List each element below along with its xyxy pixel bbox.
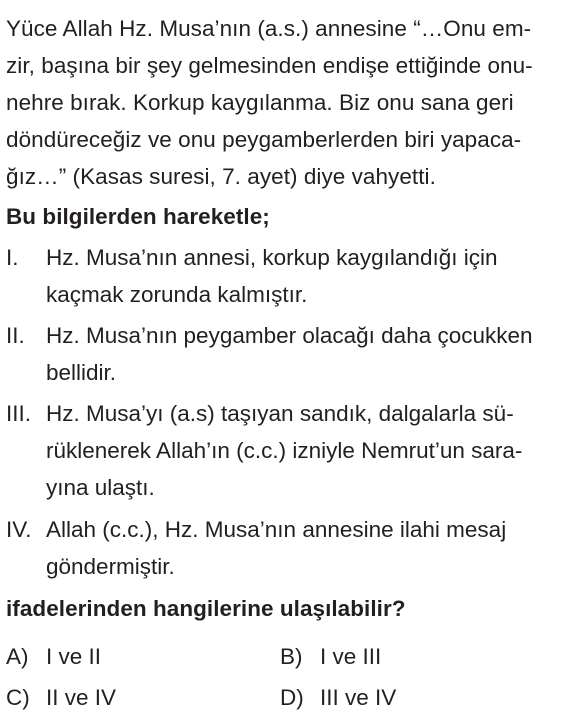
statement-line: Allah (c.c.), Hz. Musa’nın annesine ilahi mesaj bbox=[46, 517, 507, 542]
statement-line: rüklenerek Allah’ın (c.c.) izniyle Nemrut’un sara- bbox=[46, 438, 523, 463]
option-letter: C) bbox=[6, 685, 30, 710]
question-lead: Bu bilgilerden hareketle; bbox=[6, 204, 270, 229]
option-d[interactable] bbox=[280, 685, 396, 711]
option-text: I ve III bbox=[320, 644, 382, 669]
statement-numeral: III. bbox=[6, 401, 32, 426]
statement-numeral: I. bbox=[6, 245, 19, 270]
option-text: II ve IV bbox=[46, 685, 117, 710]
intro-line: döndüreceğiz ve onu peygamberlerden biri yapaca- bbox=[6, 127, 522, 152]
statement-line: Hz. Musa’nın peygamber olacağı daha çocukken bbox=[46, 323, 533, 348]
intro-line: zir, başına bir şey gelmesinden endişe ettiğinde onu- bbox=[6, 53, 533, 78]
option-letter: A) bbox=[6, 644, 29, 669]
option-b[interactable] bbox=[280, 644, 381, 670]
option-text: I ve II bbox=[46, 644, 102, 669]
option-letter: D) bbox=[280, 685, 304, 710]
intro-line: Yüce Allah Hz. Musa’nın (a.s.) annesine “…Onu em- bbox=[6, 16, 532, 41]
option-a[interactable] bbox=[6, 644, 101, 670]
statement-line: kaçmak zorunda kalmıştır. bbox=[46, 282, 308, 307]
option-letter: B) bbox=[280, 644, 303, 669]
intro-line: nehre bırak. Korkup kaygılanma. Biz onu sana geri bbox=[6, 90, 514, 115]
statement-numeral: IV. bbox=[6, 517, 32, 542]
statement-line: yına ulaştı. bbox=[46, 475, 155, 500]
statement-line: Hz. Musa’nın annesi, korkup kaygılandığı için bbox=[46, 245, 498, 270]
option-text: III ve IV bbox=[320, 685, 397, 710]
statement-line: Hz. Musa’yı (a.s) taşıyan sandık, dalgalarla sü- bbox=[46, 401, 514, 426]
question-text: ifadelerinden hangilerine ulaşılabilir? bbox=[6, 596, 406, 621]
option-c[interactable] bbox=[6, 685, 116, 711]
statement-line: bellidir. bbox=[46, 360, 117, 385]
statement-numeral: II. bbox=[6, 323, 25, 348]
statement-line: göndermiştir. bbox=[46, 554, 175, 579]
intro-line: ğız…” (Kasas suresi, 7. ayet) diye vahyetti. bbox=[6, 164, 436, 189]
